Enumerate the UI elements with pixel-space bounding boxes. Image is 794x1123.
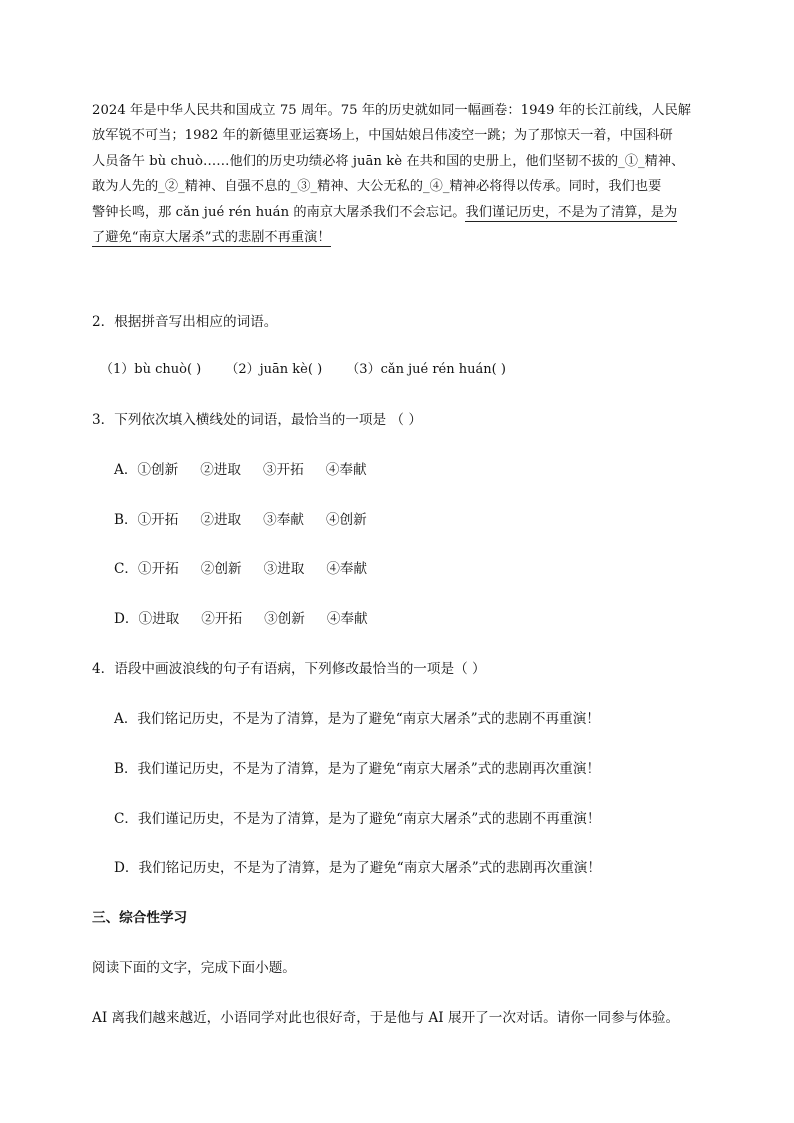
q3-option-d: [114, 607, 368, 627]
q3-option-a-word-3: ③开拓: [262, 462, 304, 478]
passage-line-4: 敢为人先的_②_精神、自强不息的_③_精神、大公无私的_④_精神必将得以传承。同时，我们也要: [92, 179, 662, 195]
passage-line-3: 人员备午 bù chuò……他们的历史功绩必将 juān kè 在共和国的史册上，他们坚韧不拔的_①_精神、: [92, 153, 685, 169]
wavy-underlined-sentence-part-2: 了避免“南京大屠杀”式的悲剧不再重演！: [92, 230, 331, 246]
question-4-title: 4．语段中画波浪线的句子有语病，下列修改最恰当的一项是（ ）: [92, 661, 486, 677]
q3-option-c-label: C．: [114, 561, 138, 577]
q3-option-c-word-2: ②创新: [200, 561, 242, 577]
q3-option-d-word-1: ①进取: [138, 611, 180, 627]
passage-line-5-text: 警钟长鸣，那 cǎn jué rén huán 的南京大屠杀我们不会忘记。: [92, 204, 466, 220]
q2-item-1: （1）bù chuò( ): [100, 362, 202, 377]
q3-option-d-word-2: ②开拓: [201, 611, 243, 627]
q4-option-b: B．我们谨记历史，不是为了清算，是为了避免“南京大屠杀”式的悲剧再次重演！: [114, 761, 601, 777]
q3-option-b-label: B．: [114, 512, 138, 528]
q3-option-d-label: D．: [114, 611, 139, 627]
q4-option-d: D．我们铭记历史，不是为了清算，是为了避免“南京大屠杀”式的悲剧再次重演！: [114, 860, 601, 876]
question-3-title: 3．下列依次填入横线处的词语，最恰当的一项是 （ ）: [92, 412, 422, 428]
passage-line-5: [92, 200, 704, 225]
section-3-paragraph: AI 离我们越来越近，小语同学对此也很好奇，于是他与 AI 展开了一次对话。请你一同参与体验。: [92, 1010, 680, 1026]
q3-option-b-word-4: ④创新: [325, 512, 367, 528]
q3-option-c-word-3: ③进取: [263, 561, 305, 577]
q3-option-a-word-2: ②进取: [200, 462, 241, 478]
q2-item-3: （3）cǎn jué rén huán( ): [346, 362, 506, 377]
q3-option-a-word-4: ④奉献: [325, 462, 367, 478]
passage-line-6: [92, 225, 704, 250]
passage-line-1: 2024 年是中华人民共和国成立 75 周年。75 年的历史就如同一幅画卷：1949 年的长江前线，人民解: [92, 103, 692, 118]
q3-option-c-word-4: ④奉献: [326, 561, 368, 577]
q3-option-a-word-1: ①创新: [137, 462, 179, 478]
q3-option-b-word-2: ②进取: [200, 512, 242, 528]
q3-option-d-word-4: ④奉献: [326, 611, 368, 627]
q3-option-c: [114, 557, 367, 577]
q3-option-b: [114, 508, 367, 528]
q3-option-c-word-1: ①开拓: [138, 561, 179, 577]
section-3-heading: 三、综合性学习: [92, 910, 188, 926]
passage-line-2: 放军锐不可当；1982 年的新德里亚运赛场上，中国姑娘吕伟凌空一跳；为了那惊天一着，中国科研: [92, 128, 673, 144]
reading-passage: [92, 98, 704, 250]
q3-option-d-word-3: ③创新: [264, 611, 305, 627]
question-2-items: [100, 358, 526, 377]
q4-option-a: A．我们铭记历史，不是为了清算，是为了避免“南京大屠杀”式的悲剧不再重演！: [114, 711, 600, 727]
q3-option-b-word-3: ③奉献: [263, 512, 304, 528]
wavy-underlined-sentence-part-1: 我们谨记历史，不是为了清算，是为: [465, 204, 678, 220]
section-3-intro: 阅读下面的文字，完成下面小题。: [92, 960, 296, 976]
q4-option-c: C．我们谨记历史，不是为了清算，是为了避免“南京大屠杀”式的悲剧不再重演！: [114, 811, 601, 827]
q3-option-a: [114, 458, 367, 478]
q3-option-a-label: A．: [114, 462, 138, 478]
q3-option-b-word-1: ①开拓: [137, 512, 179, 528]
question-2-title: 2．根据拼音写出相应的词语。: [92, 314, 278, 330]
q2-item-2: （2）juān kè( ): [225, 362, 323, 377]
